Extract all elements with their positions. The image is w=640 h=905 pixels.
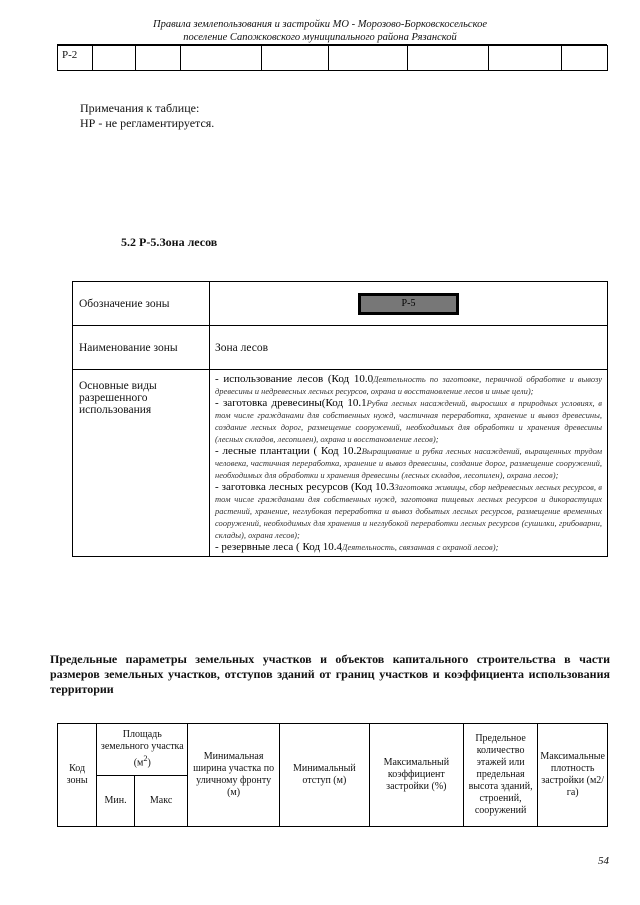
col-area-max: Макс bbox=[134, 776, 188, 827]
zone-code-cell: Р-2 bbox=[58, 46, 93, 71]
section-title: 5.2 Р-5.Зона лесов bbox=[121, 235, 218, 249]
col-width: Минимальная ширина участка по уличному фронту (м) bbox=[188, 724, 279, 827]
page-number: 54 bbox=[598, 855, 609, 867]
table-notes bbox=[80, 101, 214, 131]
params-heading: Предельные параметры земельных участков и объектов капитального строительства в части размеров земельных участков, отступов зданий от границ участков и коэффициента использования территории bbox=[50, 652, 610, 696]
continued-table-row bbox=[57, 45, 608, 71]
use-item: - использование лесов (Код 10.0Деятельность по заготовке, первичной обработке и вывозу древесины и недревесных лесных ресурсов, охрана и восстановление лесов и иные цели); bbox=[215, 373, 602, 396]
notes-nr: НР - не регламентируется. bbox=[80, 116, 215, 130]
col-density: Максимальные плотность застройки (м2/га) bbox=[538, 724, 608, 827]
name-value: Зона лесов bbox=[210, 326, 608, 370]
running-header-line1: Правила землепользования и застройки МО - Морозово-Борковскосельское bbox=[153, 19, 487, 30]
notes-title: Примечания к таблице: bbox=[80, 101, 200, 115]
use-item: - резервные леса ( Код 10.4Деятельность, связанная с охраной лесов); bbox=[215, 541, 499, 553]
uses-list bbox=[210, 370, 608, 557]
uses-label: Основные виды разрешенного использования bbox=[73, 370, 210, 557]
use-item: - заготовка древесины(Код 10.1Рубка лесных насаждений, выросших в природных условиях, в том числе гражданами для собственных нужд, частичная переработка, хранение и вывоз древесины, создание лесных дорог, размещение сооружений, необходимых для обработки и хранения древесины (лесных складов, лесопилен), охрана и восстановление лесов); bbox=[215, 397, 602, 444]
use-item: - заготовка лесных ресурсов (Код 10.3Заготовка живицы, сбор недревесных лесных ресурсов, в том числе гражданами для собственных нужд, заготовка пищевых лесных ресурсов и дикорастущих растений, хранение, неглубокая переработка и вывоз добытых лесных ресурсов, размещение временных сооружений, необходимых для хранения и неглубокой переработки лесных ресурсов (сушилки, грибоварни, склады), охрана лесов); bbox=[215, 481, 603, 540]
col-floors: Предельное количество этажей или предельная высота зданий, строений, сооружений bbox=[463, 724, 538, 827]
zone-badge: Р-5 bbox=[359, 294, 458, 314]
use-item: - лесные плантации ( Код 10.2Выращивание и рубка лесных насаждений, выращенных трудом человека, частичная переработка, хранение и вывоз древесины, создание дорог, размещение сооружений, необходимых для обработки и хранения древесины (лесных складов, лесопилен), охрана лесов); bbox=[215, 445, 602, 480]
name-label: Наименование зоны bbox=[73, 326, 210, 370]
designation-label: Обозначение зоны bbox=[73, 282, 210, 326]
zone-table bbox=[72, 281, 608, 557]
running-header-line2: поселение Сапожковского муниципального района Рязанской bbox=[183, 32, 457, 43]
col-code: Код зоны bbox=[58, 724, 97, 827]
col-setback: Минимальный отступ (м) bbox=[279, 724, 369, 827]
col-area: Площадь земельного участка $(м^2)$ bbox=[97, 724, 188, 776]
col-area-min: Мин. bbox=[97, 776, 135, 827]
col-coef: Максимальный коэффициент застройки (%) bbox=[369, 724, 463, 827]
params-table bbox=[57, 723, 608, 827]
